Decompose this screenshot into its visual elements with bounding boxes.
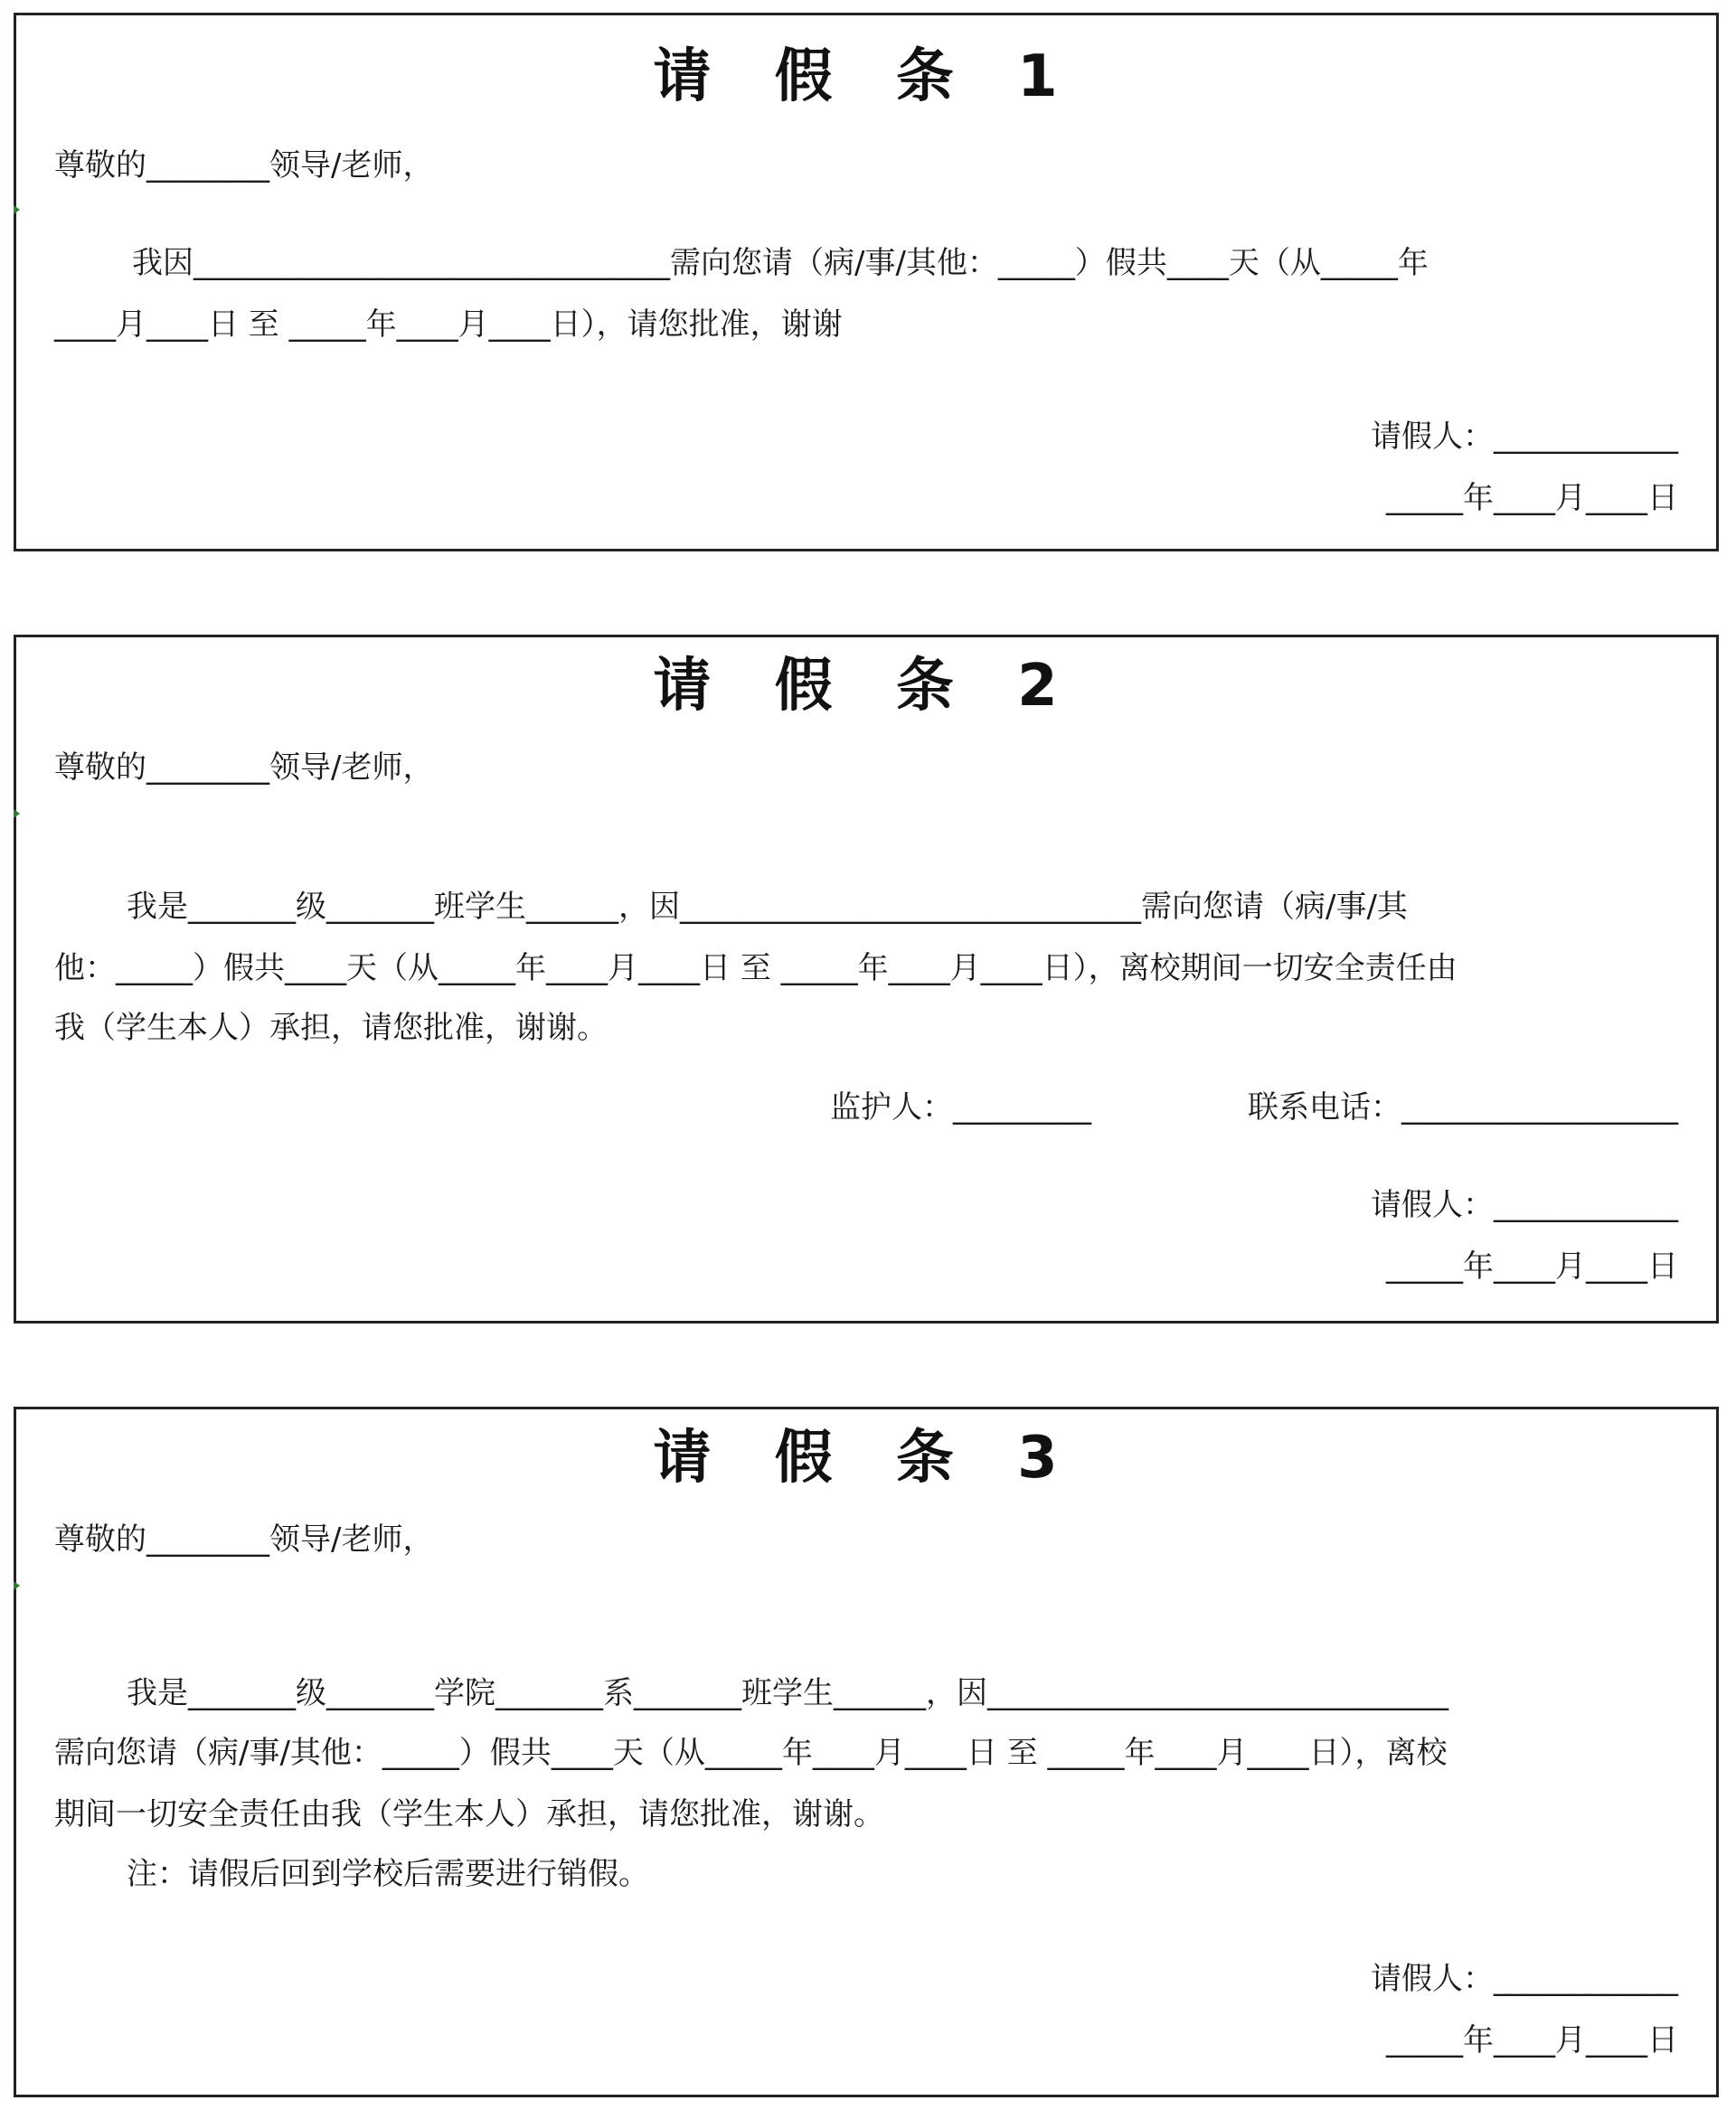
leave-slip-2	[14, 635, 1719, 1323]
corner-marker-icon	[14, 1581, 20, 1590]
corner-marker-icon	[14, 809, 20, 818]
date-line: _____年____月____日	[1386, 2022, 1678, 2058]
slip-title: 请 假 条 2	[653, 653, 1080, 720]
body-line-1: 我因_______________________________需向您请（病/事/其他：_____）假共____天（从_____年	[132, 245, 1429, 281]
body-line-2: 他：_____）假共____天（从_____年____月____日 至 _____年____月____日），离校期间一切安全责任由	[54, 950, 1458, 986]
corner-marker-icon	[14, 205, 20, 214]
body-line-1: 我是_______级_______班学生______，因______________________________需向您请（病/事/其	[127, 889, 1408, 925]
applicant-line: 请假人：____________	[1371, 1961, 1678, 1997]
leave-slip-3	[14, 1407, 1719, 2097]
body-line-1: 我是_______级_______学院_______系_______班学生______，因______________________________	[127, 1675, 1448, 1711]
greeting-line: 尊敬的________领导/老师，	[54, 1521, 434, 1558]
date-line: _____年____月____日	[1386, 480, 1678, 516]
leave-slip-1	[14, 13, 1719, 551]
phone-line: 联系电话：__________________	[1248, 1089, 1678, 1126]
date-line: _____年____月____日	[1386, 1248, 1678, 1285]
body-line-2: 需向您请（病/事/其他：_____）假共____天（从_____年____月____日 至 _____年____月____日），离校	[54, 1735, 1448, 1771]
slip-title: 请 假 条 3	[653, 1425, 1080, 1492]
body-line-2: ____月____日 至 _____年____月____日），请您批准，谢谢	[54, 306, 843, 343]
applicant-line: 请假人：____________	[1371, 419, 1678, 455]
applicant-line: 请假人：____________	[1371, 1187, 1678, 1223]
greeting-line: 尊敬的________领导/老师，	[54, 147, 434, 184]
body-line-3: 我（学生本人）承担，请您批准，谢谢。	[54, 1010, 608, 1046]
slip-title: 请 假 条 1	[653, 43, 1080, 110]
note-line: 注：请假后回到学校后需要进行销假。	[127, 1856, 649, 1892]
guardian-line: 监护人：_________	[830, 1089, 1091, 1126]
body-line-3: 期间一切安全责任由我（学生本人）承担，请您批准，谢谢。	[54, 1796, 884, 1832]
greeting-line: 尊敬的________领导/老师，	[54, 749, 434, 786]
